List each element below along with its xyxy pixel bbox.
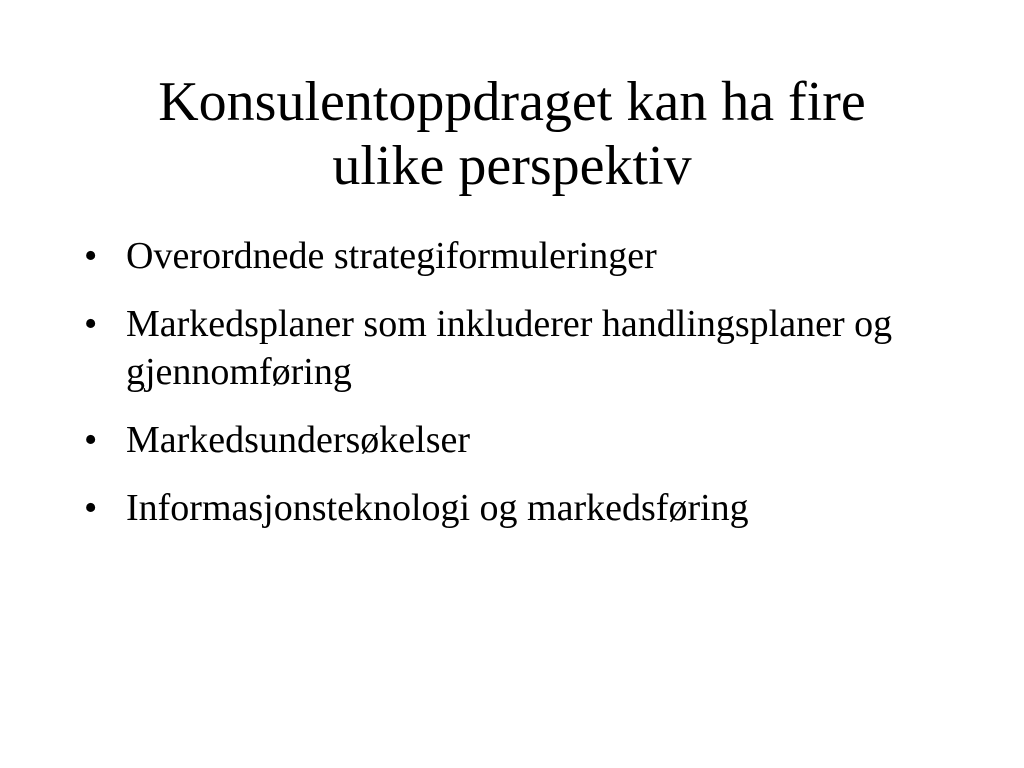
- bullet-item-strategy: [84, 232, 944, 280]
- bullet-dot-icon: •: [84, 235, 98, 277]
- slide-title-line-2: ulike perspektiv: [332, 135, 692, 197]
- bullet-item-market-research: [84, 416, 944, 464]
- bullet-item-market-plans: [84, 300, 944, 396]
- bullet-dot-icon: •: [84, 303, 98, 345]
- bullet-list: [84, 232, 944, 552]
- slide-title: [80, 70, 944, 198]
- bullet-dot-icon: •: [84, 487, 98, 529]
- bullet-dot-icon: •: [84, 419, 98, 461]
- bullet-text: Overordnede strategiformuleringer: [126, 235, 657, 277]
- bullet-text: Informasjonsteknologi og markedsføring: [126, 487, 749, 529]
- bullet-item-it-marketing: [84, 484, 944, 532]
- bullet-text: Markedsundersøkelser: [126, 419, 471, 461]
- slide-title-line-1: Konsulentoppdraget kan ha fire: [158, 71, 866, 133]
- bullet-text: Markedsplaner som inkluderer handlingsplaner og gjennomføring: [126, 303, 893, 393]
